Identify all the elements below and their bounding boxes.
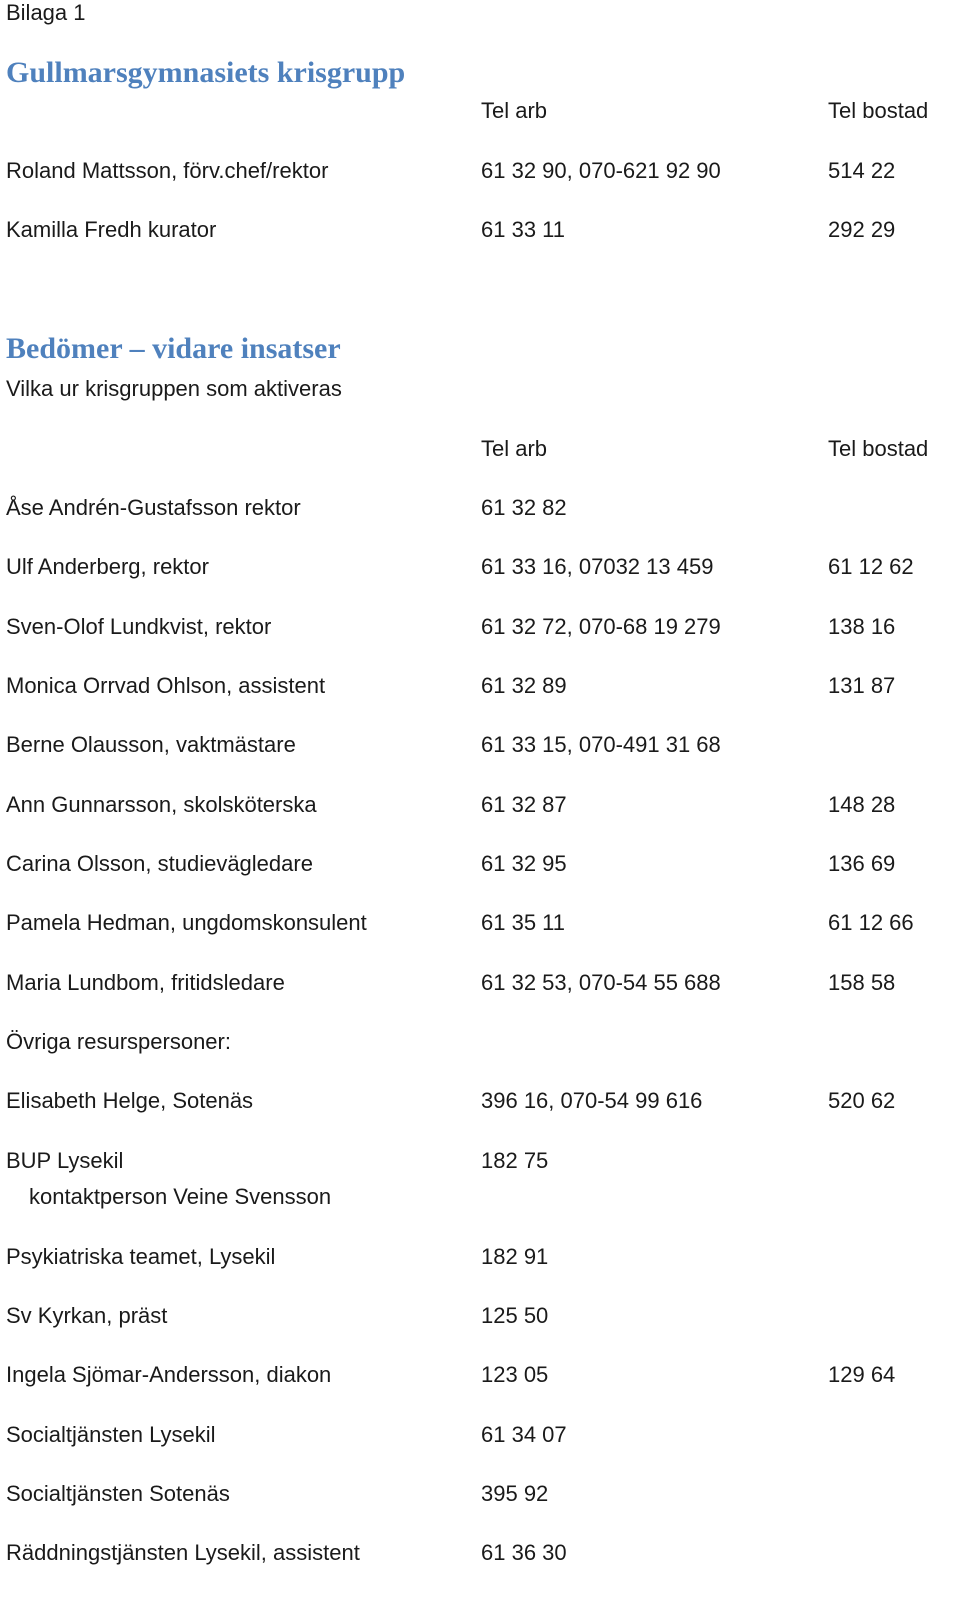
- work-phone: 61 32 72, 070-68 19 279: [481, 614, 721, 639]
- work-phone: 61 32 87: [481, 792, 567, 817]
- work-phone: 61 36 30: [481, 1540, 567, 1565]
- contact-name: Elisabeth Helge, Sotenäs: [6, 1088, 254, 1113]
- work-phone: 61 33 11: [481, 217, 566, 242]
- work-phone: 125 50: [481, 1303, 549, 1328]
- home-phone: 148 28: [828, 792, 896, 817]
- work-phone: 61 34 07: [481, 1422, 567, 1447]
- work-phone: 61 32 82: [481, 495, 567, 520]
- contact-name: Ann Gunnarsson, skolsköterska: [6, 792, 317, 817]
- work-phone: 61 32 90, 070-621 92 90: [481, 158, 721, 183]
- work-phone: 395 92: [481, 1481, 549, 1506]
- home-phone: 514 22: [828, 158, 896, 183]
- home-phone: 158 58: [828, 970, 896, 995]
- contact-name: Sven-Olof Lundkvist, rektor: [6, 614, 272, 639]
- work-phone: 61 33 16, 07032 13 459: [481, 554, 714, 579]
- assessment-heading: Bedömer – vidare insatser: [6, 332, 341, 365]
- home-phone: 129 64: [828, 1362, 896, 1387]
- contact-person-note: kontaktperson Veine Svensson: [29, 1184, 332, 1209]
- work-phone: 61 32 95: [481, 851, 567, 876]
- home-phone: 136 69: [828, 851, 896, 876]
- contact-name: BUP Lysekil: [6, 1148, 124, 1173]
- attachment-label: Bilaga 1: [6, 0, 86, 25]
- contact-name: Ulf Anderberg, rektor: [6, 554, 209, 579]
- contact-name: Berne Olausson, vaktmästare: [6, 732, 296, 757]
- home-phone: 520 62: [828, 1088, 896, 1113]
- col-header-work: Tel arb: [481, 436, 548, 461]
- work-phone: 396 16, 070-54 99 616: [481, 1088, 703, 1113]
- contact-name: Maria Lundbom, fritidsledare: [6, 970, 285, 995]
- home-phone: 131 87: [828, 673, 896, 698]
- work-phone: 61 32 53, 070-54 55 688: [481, 970, 721, 995]
- home-phone: 61 12 62: [828, 554, 914, 579]
- assessment-subheading: Vilka ur krisgruppen som aktiveras: [6, 376, 342, 401]
- work-phone: 182 75: [481, 1148, 549, 1173]
- work-phone: 61 35 11: [481, 910, 566, 935]
- contact-name: Socialtjänsten Sotenäs: [6, 1481, 230, 1506]
- col-header-home: Tel bostad: [828, 436, 929, 461]
- work-phone: 123 05: [481, 1362, 549, 1387]
- contact-name: Psykiatriska teamet, Lysekil: [6, 1244, 276, 1269]
- col-header-home: Tel bostad: [828, 98, 929, 123]
- contact-name: Sv Kyrkan, präst: [6, 1303, 168, 1328]
- contact-name: Carina Olsson, studievägledare: [6, 851, 313, 876]
- contact-name: Roland Mattsson, förv.chef/rektor: [6, 158, 329, 183]
- contact-name: Åse Andrén-Gustafsson rektor: [6, 495, 301, 520]
- contact-name: Pamela Hedman, ungdomskonsulent: [6, 910, 367, 935]
- home-phone: 138 16: [828, 614, 896, 639]
- home-phone: 292 29: [828, 217, 896, 242]
- col-header-work: Tel arb: [481, 98, 548, 123]
- home-phone: 61 12 66: [828, 910, 914, 935]
- work-phone: 61 32 89: [481, 673, 567, 698]
- contact-name: Monica Orrvad Ohlson, assistent: [6, 673, 326, 698]
- work-phone: 61 33 15, 070-491 31 68: [481, 732, 721, 757]
- contact-name: Ingela Sjömar-Andersson, diakon: [6, 1362, 332, 1387]
- other-resources-label: Övriga resurspersoner:: [6, 1029, 231, 1054]
- contact-name: Socialtjänsten Lysekil: [6, 1422, 216, 1447]
- contact-name: Kamilla Fredh kurator: [6, 217, 217, 242]
- work-phone: 182 91: [481, 1244, 549, 1269]
- contact-name: Räddningstjänsten Lysekil, assistent: [6, 1540, 360, 1565]
- crisis-group-heading: Gullmarsgymnasiets krisgrupp: [6, 56, 406, 89]
